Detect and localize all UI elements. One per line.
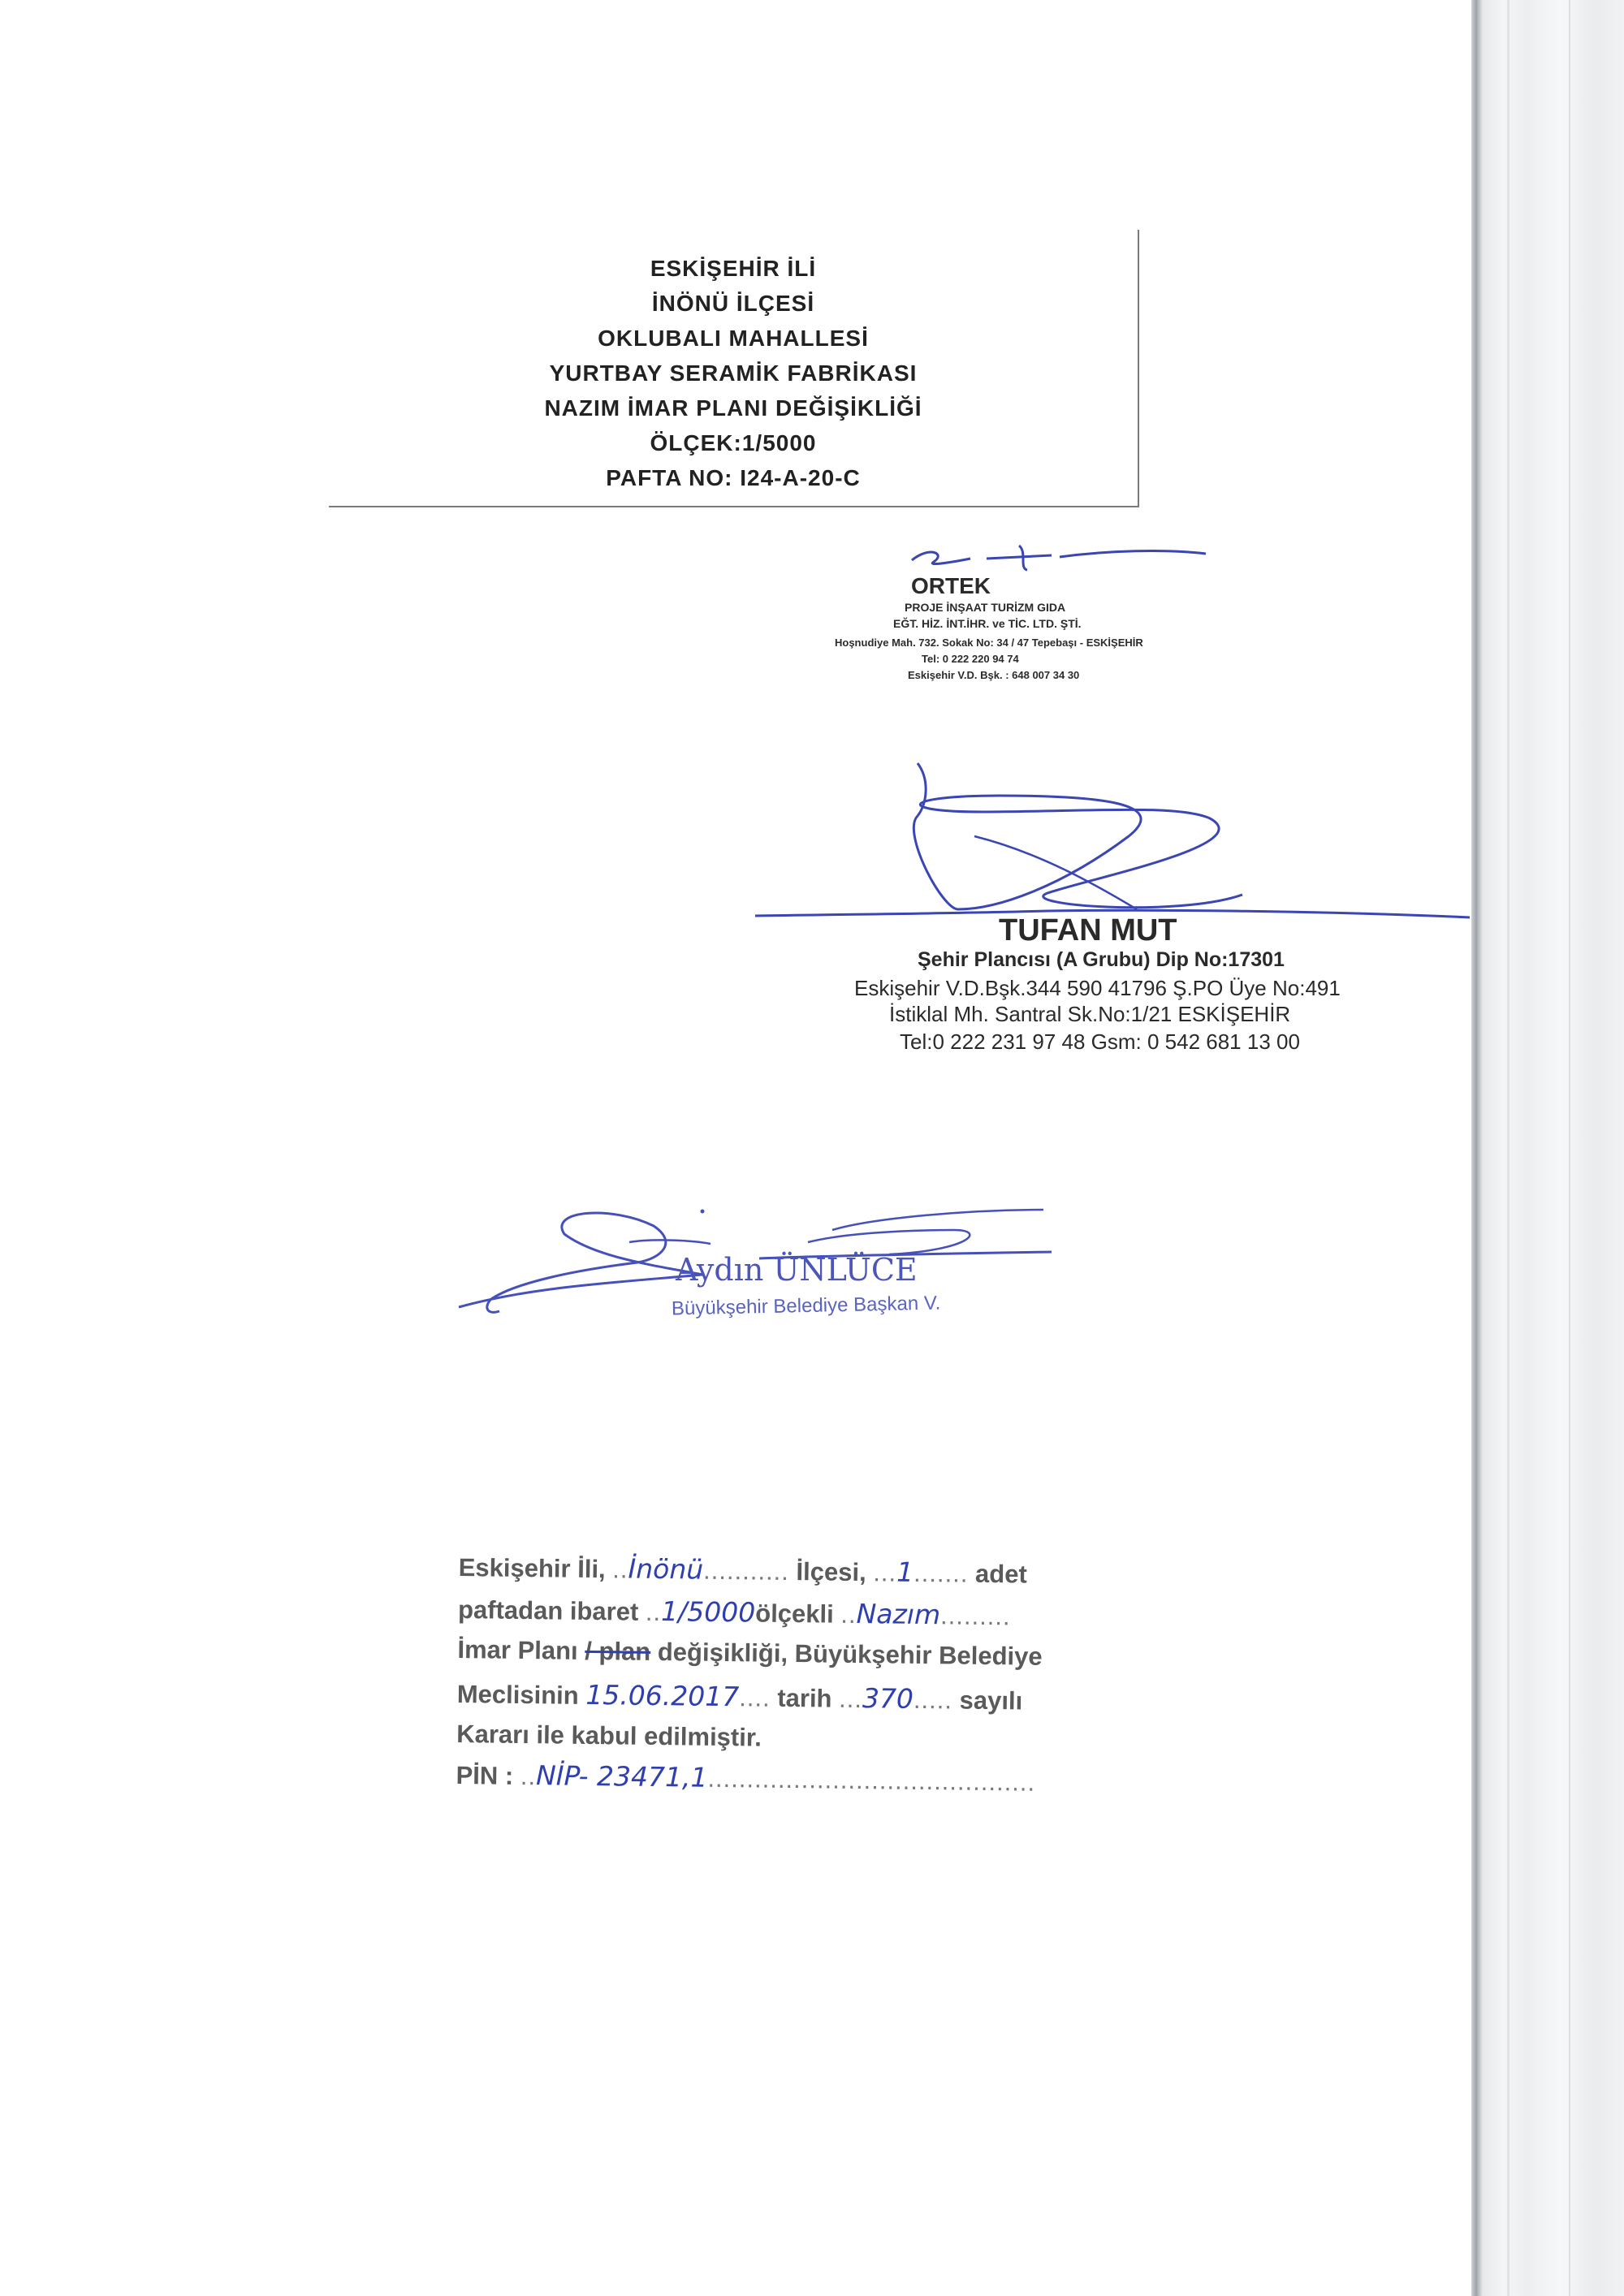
- approval-text: İlçesi,: [788, 1556, 874, 1587]
- handwritten-scale: 1/5000: [660, 1595, 756, 1629]
- approval-text: ölçekli: [755, 1599, 841, 1629]
- title-line-neighborhood: OKLUBALI MAHALLESİ: [598, 326, 869, 351]
- approval-line-6: PİN : ..NİP- 23471,1..........................................: [456, 1759, 1036, 1797]
- title-line-scale: ÖLÇEK:1/5000: [650, 430, 817, 455]
- approval-stamp: [456, 1551, 1076, 1834]
- mayor-title: Büyükşehir Belediye Başkan V.: [671, 1292, 941, 1320]
- approval-line-2: paftadan ibaret ..1/5000ölçekli ..Nazım.........: [457, 1595, 1011, 1631]
- planner-tax-id: Eskişehir V.D.Bşk.344 590 41796 Ş.PO Üye No:491: [854, 976, 1341, 1000]
- company-activity-2: EĞT. HİZ. İNT.İHR. ve TİC. LTD. ŞTİ.: [893, 617, 1082, 630]
- title-line-province: ESKİŞEHİR İLİ: [650, 256, 817, 281]
- handwritten-sheet-count: 1: [896, 1556, 914, 1588]
- handwritten-decision-number: 370: [862, 1682, 914, 1715]
- mayor-stamp: [451, 1193, 1100, 1331]
- handwritten-district: İnönü: [628, 1552, 704, 1586]
- title-line-district: İNÖNÜ İLÇESİ: [651, 291, 815, 316]
- approval-text: değişikliği, Büyükşehir Belediye: [650, 1637, 1043, 1671]
- company-address: Hoşnudiye Mah. 732. Sokak No: 34 / 47 Tepebaşı - ESKİŞEHİR: [835, 637, 1143, 649]
- mayor-name: Aydın ÜNLÜCE: [676, 1252, 918, 1288]
- approval-text: tarih: [770, 1683, 840, 1713]
- handwritten-plan-type: Nazım: [856, 1597, 941, 1631]
- planner-phone: Tel:0 222 231 97 48 Gsm: 0 542 681 13 00: [900, 1029, 1300, 1054]
- scan-streak: [1507, 0, 1510, 2296]
- title-block: [329, 230, 1139, 507]
- title-line-sheet-number: PAFTA NO: I24-A-20-C: [606, 465, 861, 490]
- approval-text: Meclisinin: [456, 1679, 586, 1710]
- handwritten-date: 15.06.2017: [585, 1678, 740, 1713]
- approval-text: Eskişehir İli,: [458, 1552, 613, 1584]
- company-name: ORTEK: [911, 573, 991, 598]
- approval-line-3: [457, 1635, 1043, 1672]
- title-line-factory: YURTBAY SERAMİK FABRİKASI: [549, 360, 918, 386]
- company-signature: [897, 536, 1222, 576]
- planner-name: TUFAN MUT: [999, 913, 1177, 947]
- title-line-plan-type: NAZIM İMAR PLANI DEĞİŞİKLİĞİ: [544, 395, 922, 421]
- planner-address: İstiklal Mh. Santral Sk.No:1/21 ESKİŞEHİR: [889, 1002, 1291, 1026]
- handwritten-pin: NİP- 23471,1: [535, 1759, 708, 1793]
- scanner-edge: [1471, 0, 1624, 2296]
- struck-through-text: / plan: [585, 1636, 651, 1666]
- approval-text: İmar Planı: [457, 1634, 585, 1665]
- planner-stamp: [755, 755, 1486, 1064]
- approval-text: paftadan ibaret: [457, 1595, 646, 1626]
- approval-line-4: Meclisinin 15.06.2017.... tarih ...370..... sayılı: [456, 1678, 1023, 1716]
- planner-title: Şehir Plancısı (A Grubu) Dip No:17301: [918, 948, 1285, 971]
- scan-streak: [1569, 0, 1570, 2296]
- approval-line-1: Eskişehir İli, ..İnönü........... İlçesi, ...1....... adet: [458, 1552, 1028, 1589]
- company-phone: Tel: 0 222 220 94 74: [922, 653, 1019, 665]
- pin-label: PİN :: [456, 1760, 521, 1790]
- company-tax-id: Eskişehir V.D. Bşk. : 648 007 34 30: [908, 669, 1080, 681]
- approval-text: adet: [968, 1559, 1028, 1589]
- approval-line-5: Kararı ile kabul edilmiştir.: [456, 1719, 762, 1752]
- company-activity-1: PROJE İNŞAAT TURİZM GIDA: [905, 601, 1066, 614]
- approval-text: sayılı: [952, 1685, 1023, 1716]
